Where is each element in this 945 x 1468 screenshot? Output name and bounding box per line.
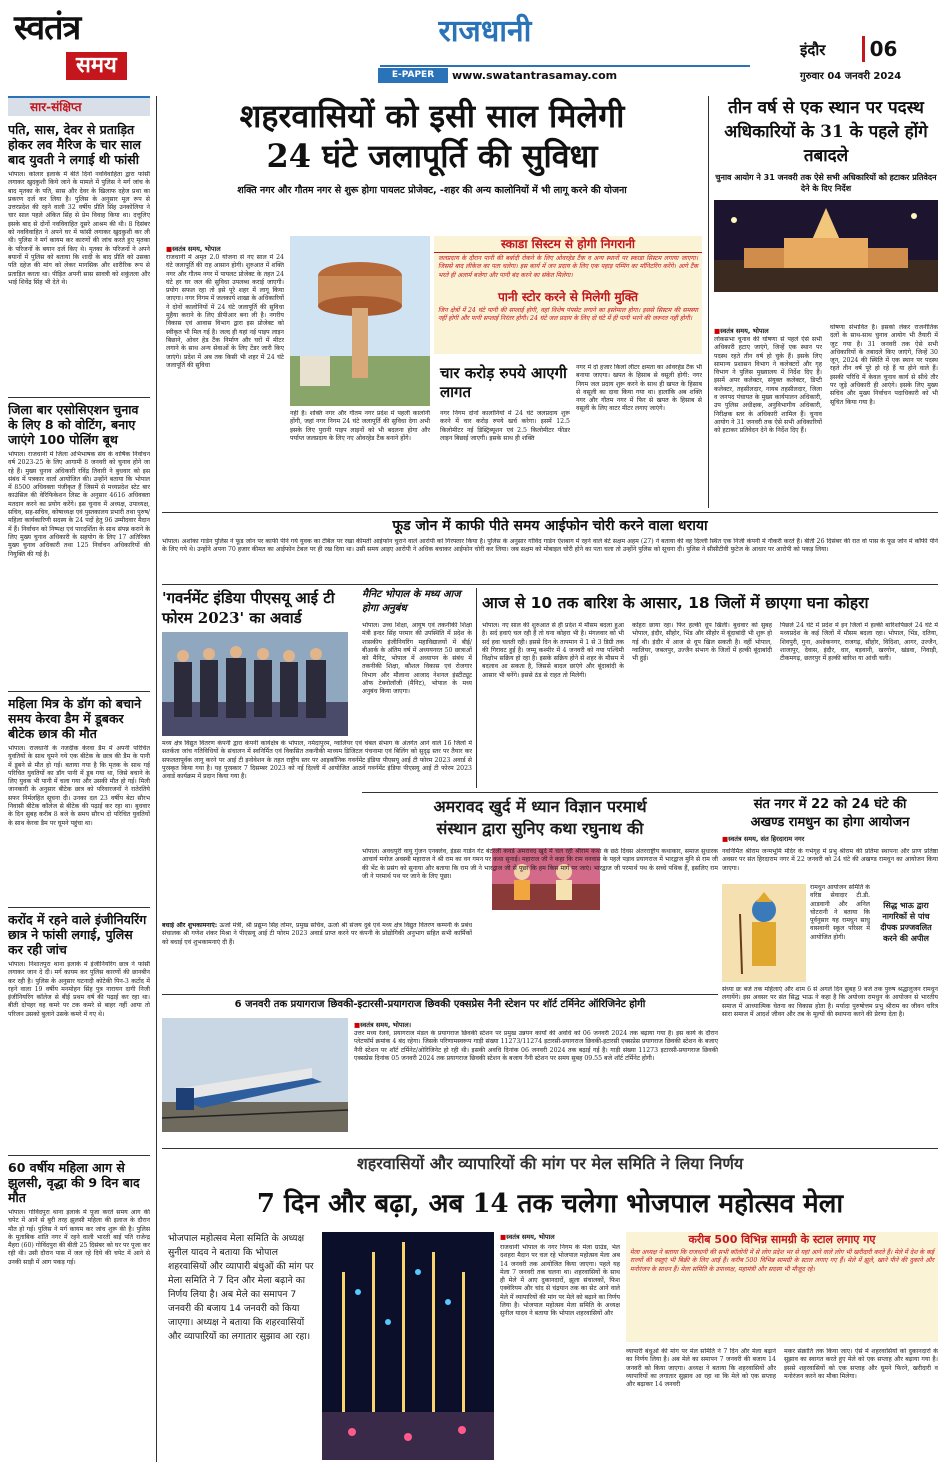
- newspaper-logo[interactable]: [14, 8, 154, 86]
- santnagar-headline-2: अखण्ड रामधुन का होगा आयोजन: [750, 815, 910, 830]
- sidebar-item-4-body: भोपाल। निशातपुरा थाना इलाके में इंजीनियरिंग छात्र ने फांसी लगाकर जान दे दी। मर्ग कायम कर पुलिस कारणों की छानबीन कर रही है। पुलिस के अनुसार घटनादी कोटेकी पिन-3 कटोंद में रहने वाला 19 वर्षीय मनमोहन सिंह पुत्र नारायन दागी निजी इंजीनियरिंग कॉलेज से बीई प्रथम वर्ष की पढ़ाई कर रहा था। बीती दोपहर वह कमरे पर टक कमरे से बाहर नहीं आया तो परिजन उसको बुलाने उसके कमरे में गए थे।: [8, 961, 150, 1018]
- sidebar-item-3[interactable]: [8, 696, 150, 903]
- train-photo: [162, 1018, 348, 1132]
- shriram-photo: [722, 884, 806, 982]
- stalls-box-text: मेला अध्यक्ष ने बताया कि राजधानी की सभी कॉलोनी में से लोग प्रदेश भर से यहां आने वाले लोग भी खरीदारी करते हैं। मेले में देश के कई राज्यों की वस्तुएं भी बिक्री के लिए आई हैं। करीब 500 विभिन्न सामग्री के स्टाल लगाए गए हैं। मेले में झूले, खाने पीने की दुकाने और मनोरंजन के साधन हैं। मेला समिति के उपाध्यक्ष, महामंत्री और सदस्य भी मौजूद रहे।: [630, 1249, 934, 1273]
- store-box-text: जिन क्षेत्रों में 24 घंटे पानी की सप्लाई होगी, वहां विशेष पंपसेट लगाने का इस्तेमाल होगा। इससे सिस्टम की समस्या नहीं होगी और पानी सप्लाई निरंतर होगी। 24 घंटे जल प्रदाय के लिए दो घंटे में ही पानी भरने की जरूरत नहीं होगी।: [438, 307, 698, 323]
- sidebar-item-1-body: भोपाल। कोलार इलाके में बीते दिनों नवविवाहिता द्वारा फांसी लगाकर खुदकुशी किये जाने के मामले में पुलिस ने मर्ग जांच के बाद मृतका के पति, सास और देवर के खिलाफ दहेज प्रथा का प्रकरण दर्ज कर लिया है। पुलिस के अनुसार मूल रूप से उत्तरप्रदेश की रहने वाली 32 वर्षीय प्रीति सिंह उनकोलिया ने चार साल पहले अंकित सिंह से प्रेम विवाह किया था। दत्तूलिए इसके बाद से दोनों नवविवाहित दूसरे आश्रम की थी। 8 दिसंबर को नवविवाहित ने अपने घर में फांसी लगाकर खुदकुशी कर ली थी। पुलिस ने मर्ग कायम कर कारणों की जांच करते हुए मृतका के परिजनों के बयान दर्ज किए थे। मृतका के परिजनों ने अपने बयानों में पुलिस को बताया कि शादी के बाद प्रीति को उसका पति दहेज की मांग को लेकर मानसिक और शारीरिक रूप से प्रताड़ित करता था। पीड़ित अपनी सास सावत्री को शकुंतला और भाई शिवेंद्र सिंह भी देते थे।: [8, 171, 150, 286]
- website-link[interactable]: www.swatantrasamay.com: [452, 69, 618, 82]
- sidebar-item-2-body: भोपाल। राजधानी में जिला अभिभाषक संघ के वार्षिक निर्वाचन वर्ष 2023-25 के लिए आगामी 8 जनवरी को चुनाव होने जा रहे हैं। मुख्य चुनाव अधिकारी रविंद्र तिवारी ने बुधवार को इस संबंध में पत्रकार वार्ता आयोजित की। उन्होंने बताया कि भोपाल में 8500 अधिवक्ता पंजीकृत हैं जिसमें से मध्यप्रदेश स्टेट बार काउंसिल की वेरिफिकेशन लिस्ट के अनुसार 4616 अधिवक्ता मतदान करने का प्रयोग करेंगे। इस चुनाव में अध्यक्ष, उपाध्यक्ष, सचिव, सह-सचिव, कोषाध्यक्ष एवं पुस्तकालय प्रभारी तथा पुरुष/महिला कार्यकारिणी सदस्य के 24 पदों हेतु 96 उम्मीदवार मैदान में हैं। निर्वाचन को निष्पक्ष एवं पारदर्शिता के साथ संपन्न कराने के लिए मुख्य चुनाव अधिकारी के सहयोग के लिए 17 अतिरिक्त मुख्य चुनाव अधिकारी तथा 125 निर्वाचन अधिकारियों की नियुक्ति की गई है।: [8, 451, 150, 558]
- bhojpal-body-2: व्यापारी बंधुओं की मांग पर मेल समिति ने 7 दिन और मेला बढ़ाने का निर्णय लिया है। अब मेले का समापन 7 जनवरी की बजाय 14 जनवरी को किया जाएगा। अध्यक्ष ने बताया कि शहरवासियों और व्यापारियों का लगातार सुझाव आ रहा था कि मेले को एक सप्ताह और बढ़ाकर 14 जनवरी: [626, 1348, 776, 1389]
- award-body: मध्य क्षेत्र विद्युत वितरण कंपनी द्वारा कंपनी कार्यक्षेत्र के भोपाल, नर्मदापुरम, ग्वालियर एवं चंबल संभाग के अंतर्गत आने वाले 16 जिलों में सतर्कता जांच गतिविधियों के संचालन में स्वनिर्मित एवं विकसित तकनीकी माध्यम डिजिटल पंचनामा एवं बिलिंग को सुदृढ़ स्तर पर तैयार कर सफलतापूर्वक लागू करने पर आई टी इनोवेशन के तहत राष्ट्रीय स्तर पर आइकॉनिक गवर्नमेंट इंडिया पीएसयू आई टी फोरम 2023 अवार्ड से पुरस्कृत किया गया है। यह पुरस्कार 7 दिसम्बर 2023 को नई दिल्ली में आयोजित आठवें गवर्नमेंट इंडिया पीएसयू आई टी फोरम 2023 अवार्ड कार्यक्रम में प्रदान किया गया है।: [162, 740, 472, 781]
- bhojpal-kicker: शहरवासियों और व्यापारियों की मांग पर मेल समिति ने लिया निर्णय: [356, 1154, 744, 1173]
- rain-col-2: कोहरा छाया रहा। फिर हल्की धूप खिली। बुधवार को सुबह भोपाल, इंदौर, सीहोर, भिंड और सीहोर में बूंदाबांदी भी शुरू हो गई थी। इंदौर में आज से धूप खिल सकती है। वहीं भोपाल, ग्वालियर, जबलपुर, उज्जैन संभाग के जिलों में हल्की बूंदाबांदी भी हुई।: [632, 622, 772, 663]
- train-story[interactable]: [162, 998, 718, 1146]
- bhojpal-story[interactable]: [500, 1232, 938, 1462]
- issue-date: गुरुवार 04 जनवरी 2024: [800, 71, 902, 82]
- transfer-subhead: चुनाव आयोग ने 31 जनवरी तक ऐसे सभी अधिकारियों को हटाकर प्रतिवेदन देने के दिए निर्देश: [715, 173, 937, 193]
- santnagar-side: सिद्ध भाऊ द्वारा नागरिकों से पांच दीपक प्रज्जवलित करने की अपील: [880, 901, 932, 943]
- santnagar-intro: नवनिर्मित श्रीराम जन्मभूमि मंदिर के गर्भगृह में प्रभु श्रीराम की प्रतिमा स्थापना और प्राण प्रतिष्ठा अवसर पर संत हिरदाराम नगर में 22 जनवरी को 24 घंटे की अखण्ड रामधुन का आयोजन किया जाएगा।: [722, 848, 938, 872]
- manit-headline: मैनिट भोपाल के मध्य आज होगा अनुबंध: [362, 589, 461, 614]
- column-rule: [476, 588, 477, 788]
- divider: [8, 1155, 150, 1156]
- sidebar-item-3-body: भोपाल। राजधानी के नजदीक केरवा डैम में अपनी परिचित युवतियों के साथ घूमने गये एक बीटेक के छात्र की डैम के पानी में डूबने से मौत हो गई। बताया गया है कि मृतक के साथ गई परिचित युवतियों का डॉग पानी में डूब गया था, जिसे बचाने के लिए युवक भी पानी में चला गया और उसकी मौत हो गई। मिली जानकारी के अनुसार बीटेक छात्र को परिवारजनों ने रातेरतिये सफर निर्मलहित सूचना दी। उनका दल 23 वर्षीय बेटा सौरभ निवासी बीटेक कॉलेज से बीटेक की पढ़ाई कर रहा था। बुधवार के दिन सुबह करीब 8 बजे के समय सौरभ दो परिचित युवतियों के साथ केरवा डैम पर घूमने पहुंचा था।: [8, 745, 150, 827]
- store-box-title: पानी स्टोर करने से मिलेगी मुक्ति: [497, 290, 639, 304]
- award-photo: [162, 632, 348, 736]
- divider: [8, 691, 150, 692]
- column-rule: [708, 96, 709, 508]
- epaper-badge: E-PAPER: [378, 68, 448, 83]
- sidebar-item-5[interactable]: [8, 1160, 150, 1389]
- iphone-story[interactable]: [162, 516, 938, 580]
- page-number: 06: [862, 36, 902, 62]
- manit-story[interactable]: [362, 588, 472, 748]
- scada-box-title: स्काडा सिस्टम से होगी निगरानी: [434, 236, 702, 253]
- rain-story[interactable]: [482, 588, 938, 788]
- sidebar-item-4[interactable]: [8, 912, 150, 1151]
- sidebar-item-2-headline: जिला बार एसोसिएशन चुनाव के लिए 8 को वोटिंग, बनाए जाएंगे 100 पोलिंग बूथ: [8, 402, 139, 447]
- city-label: इंदौर: [800, 41, 826, 59]
- katha-headline-2: संस्थान द्वारा सुनिए कथा रघुनाथ की: [436, 819, 644, 838]
- section-title: राजधानी: [438, 14, 532, 49]
- lead-headline-1: शहरवासियों को इसी साल मिलेगी: [239, 97, 625, 135]
- cost-subhead: चार करोड़ रुपये आएगी लागत: [440, 364, 567, 401]
- train-byline: ■ स्वतंत्र समय, भोपाल।: [354, 1020, 411, 1029]
- lead-subhead: शक्ति नगर और गौतम नगर से शुरू होगा पायलट प्रोजेक्ट, -शहर की अन्य कालोनियों में भी लागू करने की योजना: [237, 185, 627, 196]
- award-greeting-head: बधाई और शुभकामनाएं:: [162, 922, 218, 929]
- divider: [162, 994, 718, 995]
- lead-headline-2: 24 घंटे जलापूर्ति की सुविधा: [266, 137, 598, 175]
- bhojpal-body: राजधानी भोपाल के नगर निगम के मेला ग्राउंड, भेल दशहरा मैदान पर चल रहे भोजपाल महोत्सव मेला अब 14 जनवरी तक आयोजित किया जाएगा। पहले यह मेला 7 जनवरी तक चलना था। शहरवासियों के साथ ही मेले में आए दुकानदारों, झूला संचालकों, फिश एक्वेरियम और चांद से चंद्रयान तक का सेट आने वाले मेले में व्यापारियों की मांग पर मेले को बढ़ाने का निर्णय लिया है। भोजपाल महोत्सव मेला समिति के अध्यक्ष सुनील यादव ने बताया कि भोपाल शहरवासियों और: [500, 1244, 620, 1318]
- sidebar-item-5-body: भोपाल। गोविंदपुरा थाना इलाके में पूजा करते समय आग की चपेट में आने से बुरी तरह झुलसी महिला की इलाज के दौरान मौत हो गई। पुलिस ने मर्ग कायम कर जांच शुरू की है। पुलिस के मुताबिक शांति नगर में रहने वाली भारती बाई पति राजेन्द्र मैहरा (60) गोविंदपुरा की बीती 25 दिसंबर को घर पर पूजा कर रही थी। उसी दौरान पास में जल रहे दिये की चपेट में आने से उनकी साड़ी में आग पकड़ गई।: [8, 1209, 150, 1266]
- sidebar: [8, 96, 150, 1462]
- sidebar-item-5-headline: 60 वर्षीय महिला आग से झुलसी, वृद्धा की 9 दिन बाद मौत: [8, 1160, 140, 1205]
- divider: [8, 907, 150, 908]
- water-tank-photo: [290, 236, 430, 406]
- sidebar-title: सार-संक्षिप्त: [8, 96, 150, 116]
- katha-body: भोपाल। अवधपुरी वायु गुंजन एनक्लेव, इंडस गार्डन गेट बेटरली कवर्ड अमरावद खुर्द में चल रही श्रीराम कथा के छठे दिवस अंतरराष्ट्रीय कथाकार, समाज सुधारक आचार्य मनोज अवस्थी महाराज ने श्री राम का वन गमन पर कथा सुनाई। महाराज जी ने कहा कि राम वनवास के पहले पड़ाव प्रयागराज में भारद्वाज मुनि से राम जी की भेंट के प्रसंग को सुनाया और बताया कि राम जी ने भारद्वाज जी से पूछा कि हम किस मार्ग पर जाएं। भारद्वाज जी परमार्थ पथ के सच्चे पथिक हैं, इसलिए राम जी ने परमार्थ पथ पर जाने के लिए पूछा।: [362, 848, 718, 880]
- divider: [162, 584, 938, 585]
- transfer-byline: ■ स्वतंत्र समय, भोपाल: [714, 326, 769, 335]
- ram-temple-photo: [714, 200, 938, 292]
- lead-byline: ■ स्वतंत्र समय, भोपाल: [166, 244, 221, 253]
- award-greeting-text: ऊर्जा मंत्री, श्री प्रद्युम्न सिंह तोमर, प्रमुख सचिव, ऊर्जा श्री संजय दुबे एवं मध्य क्षेत्र विद्युत वितरण कम्पनी के प्रबंध संचालक श्री गणेश शंकर मिश्रा ने पीएसयू आई टी फोरम 2023 अवार्ड प्राप्त करने पर कंपनी के प्रोद्योगिकी अनुभाग सहित सभी कार्मिकों को बधाई एवं शुभकामनाएं दी हैं।: [162, 922, 472, 946]
- rain-headline: आज से 10 तक बारिश के आसार, 18 जिलों में छाएगा घना कोहरा: [482, 594, 869, 612]
- masthead: [0, 0, 945, 90]
- transfer-body-1: लोकसभा चुनाव की घोषणा से पहले ऐसे सभी अधिकारी हटाए जाएंगे, जिन्हें एक स्थान पर पदस्थ रहते तीन वर्ष हो चुके हैं। इसके लिए सामान्य प्रशासन विभाग ने कलेक्टरों और गृह विभाग ने पुलिस मुख्यालय में निर्देश दिए हैं। इसमें अपर कलेक्टर, संयुक्त कलेक्टर, डिप्टी कलेक्टर, तहसीलदार, नायब तहसीलदार, जिला व जनपद पंचायत के मुख्य कार्यपालन अधिकारी, उप पुलिस अधीक्षक, अनुविभागीय अधिकारी, निरीक्षक स्तर के अधिकारी शामिल हैं। चुनाव आयोग ने 31 जनवरी तक ऐसे सभी अधिकारियों को हटाकर प्रतिवेदन देने के निर्देश दिए हैं।: [714, 336, 822, 435]
- iphone-body: भोपाल। अशोका गार्डन पुलिस ने फूड जोन पर काफी पीने गये युवक का टेबिल पर रखा कीमती आईफोन चुराने वाले आरोपी को गिरफ्तार किया है। पुलिस के अनुसार गोविंद गार्डन ऐशबाग में रहने वाले बेटे सक्षम अहम (27) ने बताया की वह दिल्ली स्थित एक निजी कंपनी में नौकरी करते हैं। बीती 26 दिसंबर की रात वो पास के फूड जोन में कॉफी पीने के लिए गये थे। उन्होंने अपना 70 हजार कीमत का आईफोन टेबल पर ही रख दिया था। उसी समय आइए आरोपी ने अधिक बचाकर आईफोन चोरी कर लिया। जब सक्षम को मोबाइल चोरी होने का पता चला तो उन्होंने पुलिस को सूचना दी। पुलिस ने सीसीटीवी फुटेज के आधार पर आरोपी को पकड़ लिया।: [162, 538, 938, 554]
- section-underline: [380, 65, 750, 67]
- lead-body-3: नगर में दो हजार किलो लीटर क्षमता का ओवरहेड टैंक भी बनाया जाएगा। खपत के हिसाब से वसूली होगी: नगर निगम जल प्रदाय शुरू करने के साथ ही खपत के हिसाब से वसूली का दावा किया गया था। हालांकि अब शक्ति नगर और गौतम नगर में फिर से खपत के हिसाब से वसूली के लिए वाटर मीटर लगाए जाएंगे।: [576, 364, 702, 413]
- divider: [162, 1148, 938, 1149]
- rain-col-3: पिछले 24 घंटे में प्रदेश में इन जिलों में हल्की बारिशपिछले 24 घंटे में मध्यप्रदेश के कई जिलों में मौसम बदला रहा। भोपाल, भिंड, दतिया, शिवपुरी, गुना, अशोकनगर, राजगढ़, सीहोर, विदिशा, आगर, उज्जैन, शाजापुर, देवास, इंदौर, धार, बड़वानी, खरगोन, खंडवा, निवाड़ी, टीकमगढ़, छतरपुर में हल्की बारिश या आंधी चली।: [780, 622, 938, 663]
- katha-headline-1: अमरावद खुर्द में ध्यान विज्ञान परमार्थ: [433, 797, 647, 816]
- train-headline: 6 जनवरी तक प्रयागराज छिवकी-इटारसी-प्रयागराज छिवकी एक्सप्रेस नैनी स्टेशन पर शॉर्ट टर्मिनेट ऑरिजिनेट होगी: [234, 999, 646, 1010]
- mela-photo: [322, 1232, 494, 1460]
- divider: [8, 397, 150, 398]
- katha-story[interactable]: [362, 796, 718, 992]
- logo-top-text: स्वतंत्र: [14, 8, 81, 48]
- sidebar-item-1-headline: पति, सास, देवर से प्रताड़ित होकर लव मैरिज के चार साल बाद युवती ने लगाई थी फांसी: [8, 122, 141, 167]
- manit-body: भोपाल। उच्च शिक्षा, आयुष एवं तकनीकी शिक्षा मंत्री इन्दर सिंह परमार की उपस्थिति में प्रदेश के शासकीय इंजीनियरिंग महाविद्यालयों में बीई/बीआर्क के अंतिम वर्ष में अध्ययनरत 50 छात्राओं को मैनिट, भोपाल में अध्यापन के संबंध में तकनीकी शिक्षा, कौशल विकास एवं रोजगार विभाग और मौलाना आजाद नेशनल इंस्टीट्यूट ऑफ टेक्नोलॉजी (मैनिट), भोपाल के मध्य अनुबंध किया जाएगा।: [362, 622, 472, 696]
- santnagar-headline-1: संत नगर में 22 को 24 घंटे की: [753, 797, 907, 812]
- column-rule: [156, 96, 157, 1462]
- bhojpal-byline: ■ स्वतंत्र समय, भोपाल: [500, 1232, 555, 1241]
- rain-col-1: भोपाल। नए साल की शुरुआत से ही प्रदेश में मौसम बदला हुआ है। सर्द हवाएं चल रही हैं तो घना कोहरा भी है। मंगलवार को भी सर्द हवा चलती रही। इससे दिन के तापमान में 1 से 3 डिग्री तक की गिरावट हुई है। जम्मू कश्मीर में 4 जनवरी को नया पश्चिमी विक्षोभ सक्रिय हो रहा है। इसके सक्रिय होने से शहर के मौसम में बदलाव आ सकता है, जिससे बादल छाएंगे और बूंदाबांदी के आसार भी बनेंगे। इससे ठंड से राहत तो मिलेगी।: [482, 622, 624, 679]
- sidebar-item-2[interactable]: [8, 402, 150, 687]
- divider: [362, 792, 938, 793]
- sidebar-item-1[interactable]: [8, 122, 150, 393]
- bhojpal-headline: 7 दिन और बढ़ा, अब 14 तक चलेगा भोजपाल महोत्सव मेला: [256, 1189, 844, 1219]
- santnagar-byline: ■ स्वतंत्र समय, संत हिरदाराम नगर: [722, 834, 938, 843]
- logo-bottom-text: समय: [66, 52, 127, 80]
- bhojpal-body-3: मकर संक्रांति तक किया जाए। ऐसे में शहरवासियों को दुकानदारों के सुझाव का स्वागत करते हुए मेले को एक सप्ताह और बढ़ाया गया है। इससे शहरवासियों को एक सप्ताह और घूमने फिरने, खरीदारी व मनोरंजन करने का मौका मिलेगा।: [784, 1348, 938, 1380]
- stalls-box-title: करीब 500 विभिन्न सामग्री के स्टाल लगाए गए: [688, 1233, 876, 1246]
- scada-box: [434, 236, 702, 354]
- sidebar-item-4-headline: करोंद में रहने वाले इंजीनियरिंग छात्र ने फांसी लगाई, पुलिस कर रही जांच: [8, 912, 147, 957]
- stalls-box: [626, 1232, 938, 1342]
- lead-story[interactable]: [162, 96, 702, 508]
- award-headline: 'गवर्नमेंट इंडिया पीएसयू आई टी फोरम 2023' का अवार्ड: [162, 589, 335, 627]
- cost-body: नगर निगम दोनों कालोनियों में 24 घंटे जलप्रदाय शुरू करने में चार करोड़ रुपये खर्च करेगा। इसमें 12.5 किलोमीटर नई डिस्ट्रिब्यूशन एवं 2.5 किलोमीटर फीडर लाइन बिछाई जाएगी। इसके साथ ही शक्ति: [440, 410, 570, 442]
- santnagar-body: रामधुन आयोजन समिति के वरिष्ठ सेवादार टी.डी. आडवानी और अनिल चोटरानी ने बताया कि पूर्वनुसार यह रामधुन साधु वासवानी स्कूल परिसर में आयोजित होगी।: [810, 884, 870, 941]
- scada-box-text: जलप्रदाय के दौरान पानी की बर्बादी रोकने के लिए ओवरहेड टैंक व अन्य स्थानों पर स्काडा सिस्टम लगाया जाएगा। जिससे बाद लीकेज का पता चलेगा। इस कार्य में जन प्रदाय के लिए एक पहाड़ पम्पिंग का मॉनिटरिंग करेंगे। आगे टैंक भरते ही अलार्म बजेगा और पानी बंद करने का संकेत मिलेगा।: [438, 255, 698, 279]
- bhojpal-quote-box: [168, 1232, 318, 1460]
- iphone-headline: फूड जोन में काफी पीते समय आईफोन चोरी करने वाला धराया: [392, 518, 708, 534]
- transfer-body-2: घोषणा संभावित है। इसको लेकर राजनीतिक दलों के साथ-साथ चुनाव आयोग भी तैयारी में जुट गया है। 31 जनवरी तक ऐसे सभी अधिकारियों के तबादले किए जाएंगे, जिन्हें 30 जून, 2024 की स्थिति में एक स्थान पर पदस्थ रहते तीन वर्ष पूरे हो रहे हैं या होने वाले हैं। इसकी परिधि में केवल चुनाव कार्य से सीधे तौर पर जुड़े अधिकारी ही आएंगे। इसके लिए मुख्य सचिव और मुख्य निर्वाचन पदाधिकारी को भी सूचित किया गया है।: [830, 324, 938, 406]
- santnagar-bottom: संध्या छः बजे तक महिलाएं और शाम 6 से अगले दिन सुबह 9 बजे तक पुरुष श्रद्धालुजन रामधुन लगायेंगे। इस अवसर पर संत सिद्ध भाऊ ने कहा है कि अयोध्या रामधुन के आयोजन से भारतीय समाज में आध्यात्मिक चेतना का विकास होता है। मर्यादा पुरुषोत्तम प्रभु श्रीराम का जीवन चरित्र सारा समाज में आदर्श जीवन और तब के मूल्यों की स्थापना करने की प्रेरणा देता है।: [722, 986, 938, 1018]
- sidebar-item-3-headline: महिला मित्र के डॉग को बचाने समय केरवा डैम में डूबकर बीटेक छात्र की मौत: [8, 696, 142, 741]
- lead-body-2: नहीं है। शक्ति नगर और गौतम नगर प्रदेश में पहली कालोनी होंगी, जहां नगर निगम 24 घंटे जलापूर्ति की सुविधा देगा अभी इसके लिए पुरानी पाइप लाइनों को भी बदलना होगा और पर्याप्त जलप्रदाय के लिए नए ओवरहेड टैंक बनाने होंगे।: [290, 410, 430, 442]
- lead-body-1: राजधानी में अमृत 2.0 योजना से नए साल में 24 घंटे जलापूर्ति की राह आसान होगी। शुरुआत में शक्ति नगर और गौतम नगर में पायलट प्रोजेक्ट के तहत 24 घंटे हर घर जल की सुविधा उपलब्ध कराई जाएगी। प्रयोग सफल रहा तो इसे पूरे शहर में लागू किया जाएगा। नगर निगम में जलकार्य शाखा के अधिकारियों ने दोनों कालोनियों में 24 घंटे जलापूर्ति की सुविधा मुहैया कराने के लिए डीपीआर बना ली है। नगरीय विकास एवं आवास विभाग द्वारा इस प्रोजेक्ट को स्वीकृत भी मिल गई है। जल्द ही यहां नई पाइप लाइन बिछाने, ओवर हेड टैंक निर्माण और घरों में मीटर लगाने के साथ अन्य सेवाओं के लिए टेंडर जारी किए जाएंगे। प्रदेश में अब तक किसी भी शहर में 24 घंटे जलापूर्ति की सुविधा: [166, 254, 284, 369]
- transfer-headline: तीन वर्ष से एक स्थान पर पदस्थ अधिकारियों के 31 के पहले होंगे तबादले: [724, 98, 928, 166]
- divider: [162, 512, 938, 513]
- bhojpal-quote: भोजपाल महोत्सव मेला समिति के अध्यक्ष सुनील यादव ने बताया कि भोपाल शहरवासियों और व्यापारी बंधुओं की मांग पर मेला समिति ने 7 दिन और मेला बढ़ाने का निर्णय लिया है। अब मेले का समापन 7 जनवरी की बजाय 14 जनवरी को किया जाएगा। अध्यक्ष ने बताया कि शहरवासियों और व्यापारियों का लगातार सुझाव आ रहा।: [168, 1233, 314, 1342]
- train-body: उत्तर मध्य रेलवे, प्रयागराज मंडल के प्रयागराज छिवकी स्टेशन पर प्रमुख उन्नयन कार्यों की अवधि को 06 जनवरी 2024 तक बढ़ाया गया है। इस कार्य के दौरान प्लेटफॉर्म क्रमांक 4 बंद रहेगा। जिसके परिणामस्वरूप गाड़ी संख्या 11273/11274 इटारसी-प्रयागराज छिवकी-इटारसी एक्सप्रेस प्रयागराज छिवकी स्टेशन के बजाए नैनी स्टेशन पर शॉर्ट टर्मिनेट/ओरिजिनेट हो रही थी। इसकी अवधि दिनांक 06 जनवरी 2024 तक बढ़ाई गई है। गाड़ी संख्या 11273 इटारसी-प्रयागराज छिवकी एक्सप्रेस दिनांक 05 जनवरी 2024 तक प्रयागराज छिवकी स्टेशन के बजाय नैनी स्टेशन पर समय सुबह 09.55 बजे शॉर्ट टर्मिनेट होगी।: [354, 1030, 718, 1062]
- transfer-story[interactable]: [714, 96, 938, 508]
